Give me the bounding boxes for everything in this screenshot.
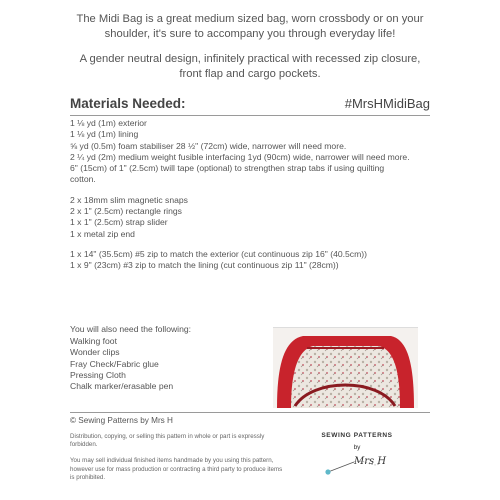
bottom-divider [70,412,430,413]
hashtag: #MrsHMidiBag [344,96,430,111]
brand-logo [312,430,422,488]
materials-list [70,118,410,272]
extras-item: Chalk marker/erasable pen [70,381,174,392]
top-divider [70,115,430,116]
logo-line-1: SEWING PATTERNS [321,432,393,439]
fabric-item: ⅝ yd (0.5m) foam stabiliser 28 ½" (72cm) wide, narrower will need more. [70,140,347,151]
extras-item: Walking foot [70,336,117,346]
extras-list [70,336,173,392]
legal-text-2: You may sell individual finished items handmade by you using this pattern, however use for mass production or contracting a third party to produce items is prohibited. [70,457,283,481]
fabric-item: 2 ¼ yd (2m) medium weight fusible interfacing 1yd (90cm) wide, narrower will need more. [70,151,410,162]
extras-item: Fray Check/Fabric glue [70,358,159,369]
intro-paragraph-1: The Midi Bag is a great medium sized bag, worn crossbody or on your shoulder, it's sure to accompany you through everyday life! [76,13,424,40]
fabric-item: 1 ⅛ yd (1m) lining [70,129,139,140]
fabric-item: 6" (15cm) of 1" (2.5cm) twill tape (optional) to strengthen strap tabs if using quilting cotton. [70,163,385,185]
extras-item: Pressing Cloth [70,369,126,380]
materials-header [70,96,430,111]
bag-photo [273,327,418,408]
zip-item: 1 x 14" (35.5cm) #5 zip to match the exterior (cut continuous zip 16" (40.5cm)) [70,248,367,259]
hardware-item: 2 x 18mm slim magnetic snaps [70,194,188,205]
hardware-item: 1 x metal zip end [70,228,135,239]
logo-line-2: by [353,444,361,451]
bag-illustration [273,328,418,408]
zip-item: 1 x 9" (23cm) #3 zip to match the lining (cut continuous zip 11" (28cm)) [70,260,339,271]
extras-item: Wonder clips [70,347,120,358]
logo-line-3: Mrs H [354,456,387,467]
copyright: © Sewing Patterns by Mrs H [70,416,173,425]
hardware-item: 2 x 1" (2.5cm) rectangle rings [70,206,182,217]
intro-paragraph-2: A gender neutral design, infinitely practical with recessed zip closure, front flap and cargo pockets. [79,53,421,80]
materials-heading: Materials Needed: [70,96,186,111]
intro [70,12,430,92]
extras-heading: You will also need the following: [70,324,192,334]
hardware-item: 1 x 1" (2.5cm) strap slider [70,217,168,228]
fabric-item: 1 ⅛ yd (1m) exterior [70,118,147,128]
legal-notice [70,433,285,490]
legal-text-1: Distribution, copying, or selling this pattern in whole or part is expressly forbidden. [70,433,265,449]
